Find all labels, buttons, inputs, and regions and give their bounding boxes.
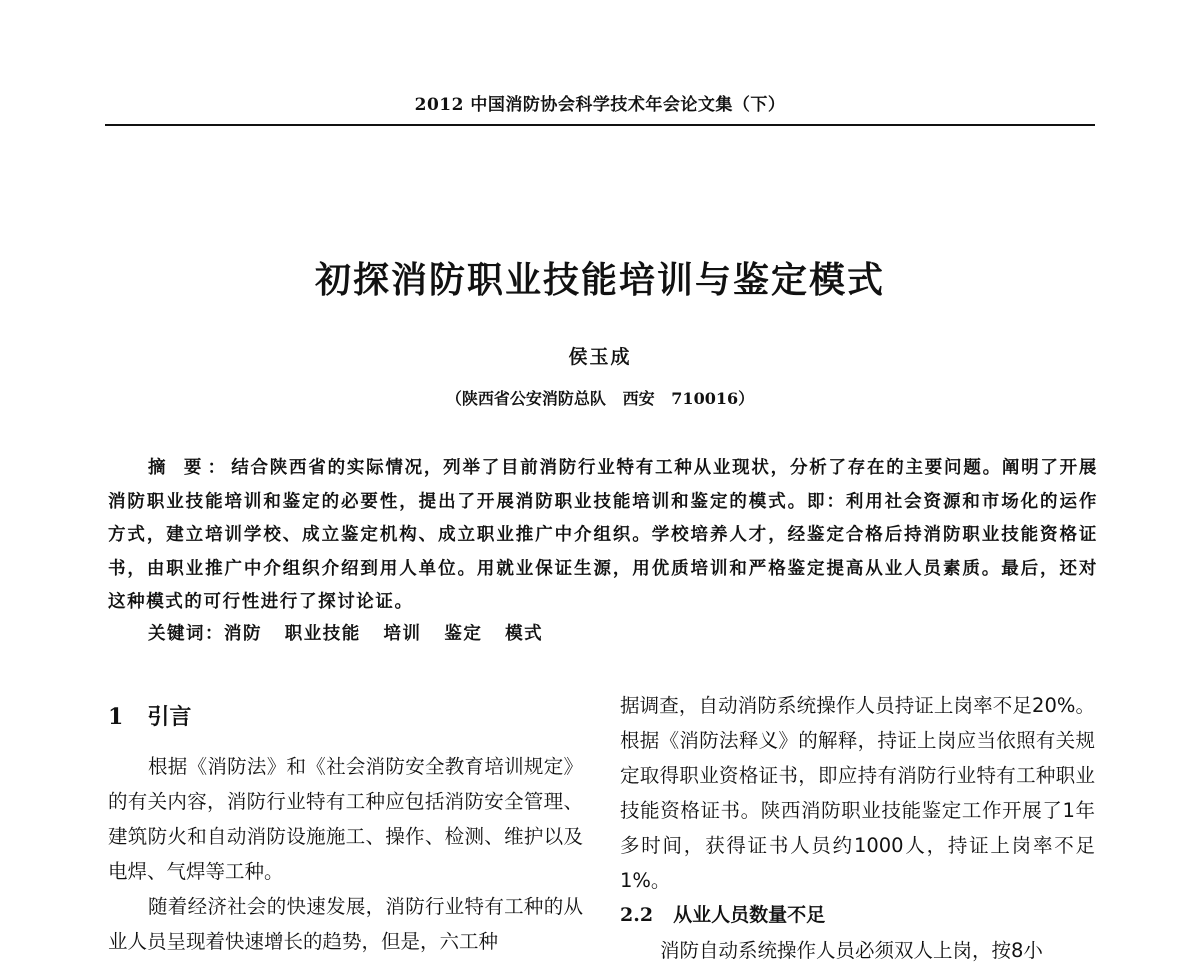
abstract-label: 摘 要：: [148, 458, 232, 478]
abstract: [108, 452, 1098, 620]
paper-title: 初探消防职业技能培训与鉴定模式: [314, 260, 885, 301]
left-column: [108, 700, 583, 959]
keywords: [148, 620, 543, 645]
abstract-text: 结合陕西省的实际情况，列举了目前消防行业特有工种从业现状，分析了存在的主要问题。阐明了开展消防职业技能培训和鉴定的必要性，提出了开展消防职业技能培训和鉴定的模式。即：利用社会资源和市场化的运作方式，建立培训学校、成立鉴定机构、成立职业推广中介组织。学校培养人才，经鉴定合格后持消防职业技能资格证书，由职业推广中介组织介绍到用人单位。用就业保证生源，用优质培训和严格鉴定提高从业人员素质。最后，还对这种模式的可行性进行了探讨论证。: [108, 458, 1099, 612]
body-paragraph: 根据《消防法》和《社会消防安全教育培训规定》的有关内容，消防行业特有工种应包括消防安全管理、建筑防火和自动消防设施施工、操作、检测、维护以及电焊、气焊等工种。: [108, 755, 583, 883]
subsection-heading: [620, 898, 1095, 933]
body-paragraph: 随着经济社会的快速发展，消防行业特有工种的从业人员呈现着快速增长的趋势，但是，六工种: [108, 895, 583, 953]
header-rule: [105, 124, 1095, 126]
right-column: [620, 688, 1095, 968]
body-paragraph: 据调查，自动消防系统操作人员持证上岗率不足20%。根据《消防法释义》的解释，持证上岗应当依照有关规定取得职业资格证书，即应持有消防行业特有工种职业技能资格证书。陕西消防职业技能鉴定工作开展了1年多时间，获得证书人员约1000人，持证上岗率不足1%。: [620, 694, 1095, 892]
author-affiliation: （陕西省公安消防总队 西安 710016）: [445, 389, 755, 408]
author-name: 侯玉成: [568, 346, 632, 368]
section-title: 引言: [147, 705, 192, 730]
body-paragraph: 消防自动系统操作人员必须双人上岗，按8小: [660, 939, 1043, 962]
subsection-number: 2.2: [620, 904, 654, 926]
section-number: 1: [108, 704, 124, 730]
running-head: 2012 中国消防协会科学技术年会论文集（下）: [414, 95, 786, 115]
keywords-label: 关键词：: [148, 624, 224, 644]
section-heading-introduction: [108, 700, 583, 735]
keywords-list: 消防 职业技能 培训 鉴定 模式: [224, 624, 544, 644]
subsection-title: 从业人员数量不足: [673, 904, 826, 926]
